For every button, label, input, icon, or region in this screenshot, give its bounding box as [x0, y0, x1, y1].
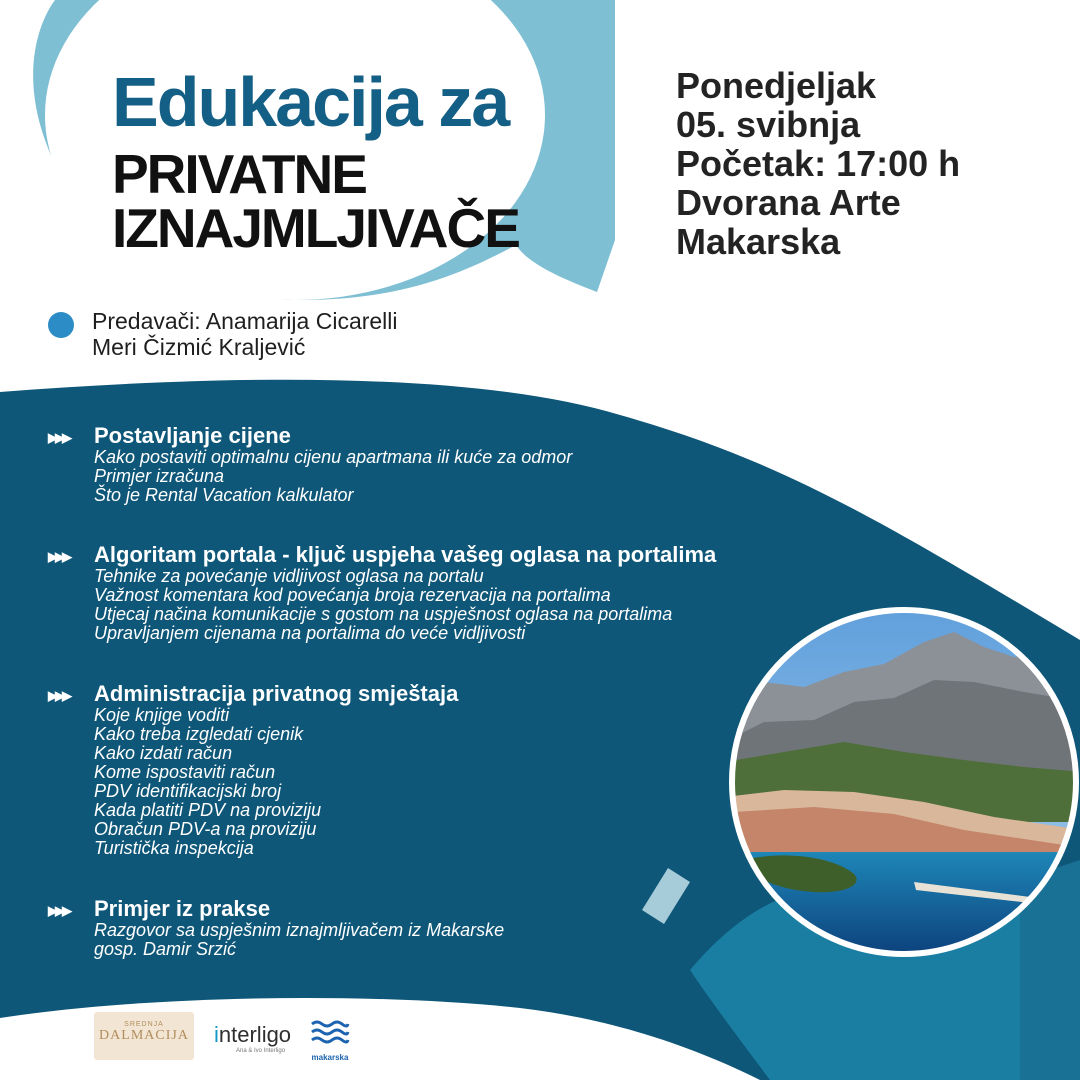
makarska-photo: [724, 602, 1080, 962]
dalmacija-logo-text: DALMACIJA: [99, 1028, 189, 1043]
event-date: 05. svibnja: [676, 104, 861, 145]
section-item: Utjecaj načina komunikacije s gostom na uspješnost oglasa na portalima: [94, 604, 673, 624]
section-item: Važnost komentara kod povećanja broja rezervacija na portalima: [94, 585, 611, 605]
event-start-time: Početak: 17:00 h: [676, 143, 961, 184]
section-item: Koje knjige voditi: [94, 705, 230, 725]
section-item: Kako postaviti optimalnu cijenu apartmana ili kuće za odmor: [94, 447, 573, 467]
section-item: Tehnike za povećanje vidljivost oglasa na portalu: [94, 566, 484, 586]
section-item: PDV identifikacijski broj: [94, 781, 282, 801]
makarska-logo: [310, 1018, 350, 1062]
event-city: Makarska: [676, 221, 841, 262]
triple-arrow-icon: ▶▶▶: [48, 903, 69, 918]
section-items: [94, 706, 321, 858]
section-item: Upravljanjem cijenama na portalima do veće vidljivosti: [94, 623, 526, 643]
section-item: Turistička inspekcija: [94, 838, 254, 858]
title-line-1: Edukacija za: [112, 63, 509, 141]
section-title: Postavljanje cijene: [94, 423, 291, 448]
section-item: Razgovor sa uspješnim iznajmljivačem iz Makarske: [94, 920, 505, 940]
srednja-dalmacija-logo: [94, 1012, 194, 1060]
interligo-logo-i: i: [214, 1022, 219, 1047]
event-day: Ponedjeljak: [676, 65, 877, 106]
title-line-2: PRIVATNE: [112, 143, 366, 205]
triple-arrow-icon: ▶▶▶: [48, 688, 69, 703]
section-title: Primjer iz prakse: [94, 896, 271, 921]
section-items: [94, 921, 504, 959]
section-title: Administracija privatnog smještaja: [94, 681, 459, 706]
triple-arrow-icon: ▶▶▶: [48, 549, 69, 564]
section-item: Kako izdati račun: [94, 743, 233, 763]
event-info: [676, 66, 960, 261]
dalmacija-logo-small-text: SREDNJA: [124, 1021, 164, 1028]
section-item: Kako treba izgledati cjenik: [94, 724, 304, 744]
section-item: Što je Rental Vacation kalkulator: [94, 485, 354, 505]
waves-icon: [310, 1018, 350, 1046]
triple-arrow-icon: ▶▶▶: [48, 430, 69, 445]
section-title: Algoritam portala - ključ uspjeha vašeg oglasa na portalima: [94, 542, 717, 567]
event-venue: Dvorana Arte: [676, 182, 901, 223]
section-item: Primjer izračuna: [94, 466, 225, 486]
section-item: gosp. Damir Srzić: [94, 939, 237, 959]
title-line-3: IZNAJMLJIVAČE: [112, 197, 519, 259]
lecturers-line-2: Meri Čizmić Kraljević: [92, 334, 306, 360]
lecturer-dot-icon: [48, 312, 74, 338]
lecturers: [92, 308, 398, 360]
interligo-logo-text: nterligo: [218, 1022, 292, 1047]
section-item: Kome ispostaviti račun: [94, 762, 276, 782]
interligo-logo: [214, 1022, 291, 1054]
section-item: Obračun PDV-a na proviziju: [94, 819, 317, 839]
makarska-logo-text: makarska: [311, 1053, 349, 1062]
section-item: Kada platiti PDV na proviziju: [94, 800, 322, 820]
lecturers-line-1: Predavači: Anamarija Cicarelli: [92, 308, 398, 334]
interligo-tagline: Ana & Ivo Interligo: [236, 1048, 286, 1054]
section-items: [94, 448, 572, 505]
section-items: [94, 567, 672, 643]
